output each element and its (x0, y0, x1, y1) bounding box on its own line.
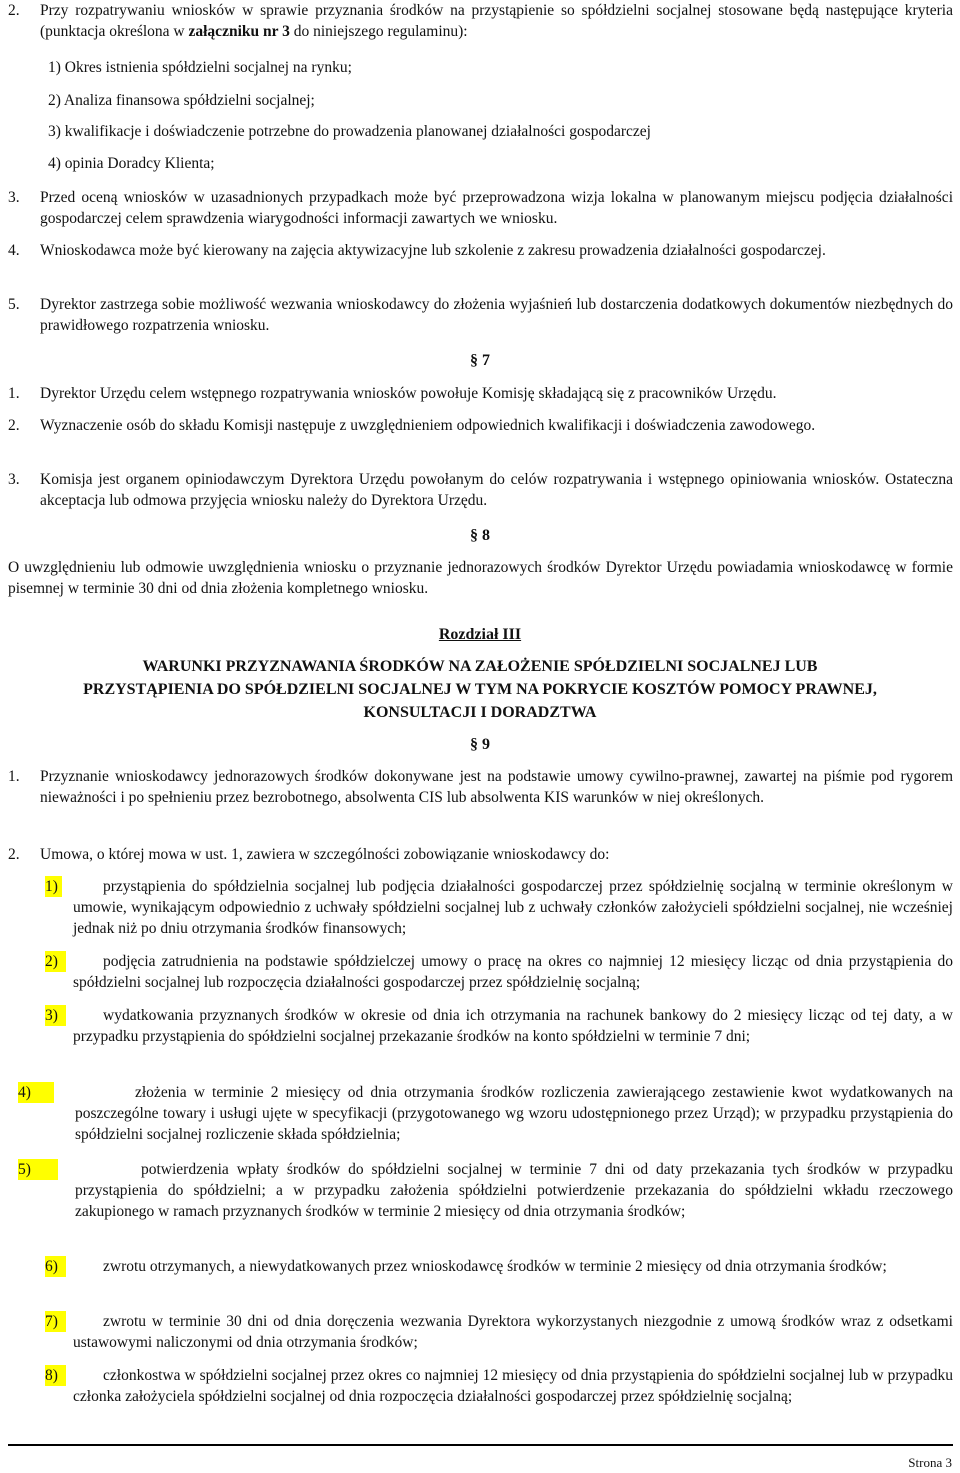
section-9-item-1: 1. Przyznanie wnioskodawcy jednorazowych środków dokonywane jest na podstawie umowy cywilno-prawnej, zawartej na piśmie pod rygorem nieważności i po spełnieniu przez bezrobotnego, absolwenta CIS lub absolwenta KIS warunków w niej określonych. (8, 768, 953, 806)
section-heading-7 (0, 350, 960, 371)
page-number: Strona 3 (908, 1455, 952, 1470)
highlight-marker: 2) (45, 953, 66, 970)
section-7-item-2: 2. Wyznaczenie osób do składu Komisji następuje z uwzględnieniem odpowiednich kwalifikacji i doświadczenia zawodowego. (8, 417, 816, 434)
obligation-item: 6) zwrotu otrzymanych, a niewydatkowanych przez wnioskodawcę środków w terminie 2 miesięcy od dnia otrzymania środków; (45, 1258, 887, 1275)
obligation-item: 1) przystąpienia do spółdzielnia socjalnej lub podjęcia działalności gospodarczej przez spółdzielnię socjalną w terminie określonym w umowie, wynikającym odpowiednio z uchwały spółdzielni socjalnej lub z uchwały członków założycieli spółdzielni socjalnej, nie wcześniej jednak niż po dniu otrzymania środków finansowych; (45, 878, 953, 937)
criteria-item: 2) Analiza finansowa spółdzielni socjalnej; (48, 92, 315, 109)
paragraph-number: 2. (8, 2, 20, 19)
paragraph-4: 4. Wnioskodawca może być kierowany na zajęcia aktywizacyjne lub szkolenie z zakresu prowadzenia działalności gospodarczej. (8, 242, 826, 259)
section-heading-9 (0, 734, 960, 755)
criteria-item: 4) opinia Doradcy Klienta; (48, 155, 215, 172)
section-7-item-3: 3. Komisja jest organem opiniodawczym Dyrektora Urzędu powołanym do celów rozpatrywania i wstępnego opiniowania wniosków. Ostateczna akceptacja lub odmowa przyjęcia wniosku należy do Dyrektora Urzędu. (8, 471, 953, 509)
obligation-item: 5) potwierdzenia wpłaty środków do spółdzielni socjalnej w terminie 7 dni od daty przekazania tych środków w przypadku przystąpienia do spółdzielni; a w przypadku założenia spółdzielni potwierdzenie przekazania do spółdzielni wkładu rzeczowego zakupionego w ramach przyznanych środków w terminie 2 miesięcy od dnia otrzymania środków; (18, 1161, 953, 1220)
chapter-label: Rozdział III (438, 626, 522, 643)
paragraph-3: 3. Przed oceną wniosków w uzasadnionych przypadkach może być przeprowadzona wizja lokalna w planowanym miejscu podjęcia działalności gospodarczej celem sprawdzenia wiarygodności informacji zawartych we wniosku. (8, 189, 953, 227)
paragraph-5: 5. Dyrektor zastrzega sobie możliwość wezwania wnioskodawcy do złożenia wyjaśnień lub dostarczenia dodatkowych dokumentów niezbędnych do prawidłowego rozpatrzenia wniosku. (8, 296, 953, 334)
obligation-item: 8) członkostwa w spółdzielni socjalnej przez okres co najmniej 12 miesięcy od dnia przystąpienia do spółdzielni socjalnej lub w przypadku członka założyciela spółdzielni socjalnej od dnia rozpoczęcia działalności gospodarczej przez spółdzielnię socjalną; (45, 1367, 953, 1405)
paragraph-text: Przy rozpatrywaniu wniosków w sprawie przyznania środków na przystąpienie so spółdzielni socjalnej stosowane będą następujące kryteria (punktacja określona w załączniku nr 3 do niniejszego regulaminu): (40, 2, 953, 40)
section-sign: § (470, 736, 478, 753)
obligation-item: 3) wydatkowania przyznanych środków w okresie od dnia ich otrzymania na rachunek bankowy do 2 miesięcy licząc od tej daty, a w przypadku przystąpienia do spółdzielni socjalnej przekazanie środków na konto spółdzielni w terminie 7 dni; (45, 1007, 953, 1045)
section-sign: § (470, 527, 478, 544)
highlight-marker: 3) (45, 1007, 66, 1024)
footer-divider (8, 1444, 953, 1446)
criteria-item: 1) Okres istnienia spółdzielni socjalnej na rynku; (48, 59, 352, 76)
section-number: 7 (482, 352, 490, 369)
highlight-marker: 7) (45, 1313, 66, 1330)
section-heading-8 (0, 525, 960, 546)
highlight-marker: 8) (45, 1367, 66, 1384)
highlight-marker: 6) (45, 1258, 66, 1275)
highlight-marker: 4) (18, 1084, 55, 1101)
obligation-item: 7) zwrotu w terminie 30 dni od dnia doręczenia wezwania Dyrektora wykorzystanych niezgodnie z umową środków wraz z odsetkami ustawowymi naliczonymi od dnia otrzymania środków; (45, 1313, 953, 1351)
chapter-title-line: PRZYSTĄPIENIA DO SPÓŁDZIELNI SOCJALNEJ W TYM NA POKRYCIE KOSZTÓW POMOCY PRAWNEJ, (83, 681, 877, 698)
annex-reference: załączniku nr 3 (188, 23, 290, 40)
highlight-marker: 5) (18, 1161, 59, 1178)
section-number: 8 (482, 527, 490, 544)
section-9-item-2: 2. Umowa, o której mowa w ust. 1, zawiera w szczególności zobowiązanie wnioskodawcy do: (8, 846, 610, 863)
section-number: 9 (482, 736, 490, 753)
section-sign: § (470, 352, 478, 369)
chapter-title-line: WARUNKI PRZYZNAWANIA ŚRODKÓW NA ZAŁOŻENIE SPÓŁDZIELNI SOCJALNEJ LUB (142, 658, 818, 675)
criteria-item: 3) kwalifikacje i doświadczenie potrzebne do prowadzenia planowanej działalności gospodarczej (48, 123, 651, 140)
section-7-item-1: 1. Dyrektor Urzędu celem wstępnego rozpatrywania wniosków powołuje Komisję składającą się z pracowników Urzędu. (8, 385, 777, 402)
obligation-item: 2) podjęcia zatrudnienia na podstawie spółdzielczej umowy o pracę na okres co najmniej 12 miesięcy licząc od dnia przystąpienia do spółdzielni socjalnej lub rozpoczęcia działalności gospodarczej przez spółdzielnię socjalną; (45, 953, 953, 991)
obligation-item: 4) złożenia w terminie 2 miesięcy od dnia otrzymania środków rozliczenia zawierającego zestawienie kwot wydatkowanych na poszczególne towary i usługi ujęte w specyfikacji (przygotowanego wg wzoru udostępnionego przez Urząd); w przypadku przystąpienia do spółdzielni socjalnej rozliczenie składa spółdzielnia; (18, 1084, 953, 1143)
chapter-title-line: KONSULTACJI I DORADZTWA (363, 704, 597, 721)
section-8-text: O uwzględnieniu lub odmowie uwzględnienia wniosku o przyznanie jednorazowych środków Dyrektor Urzędu powiadamia wnioskodawcę w formie pisemnej w terminie 30 dni od dnia złożenia kompletnego wniosku. (8, 559, 953, 597)
paragraph-2 (8, 0, 953, 42)
highlight-marker: 1) (45, 878, 62, 895)
